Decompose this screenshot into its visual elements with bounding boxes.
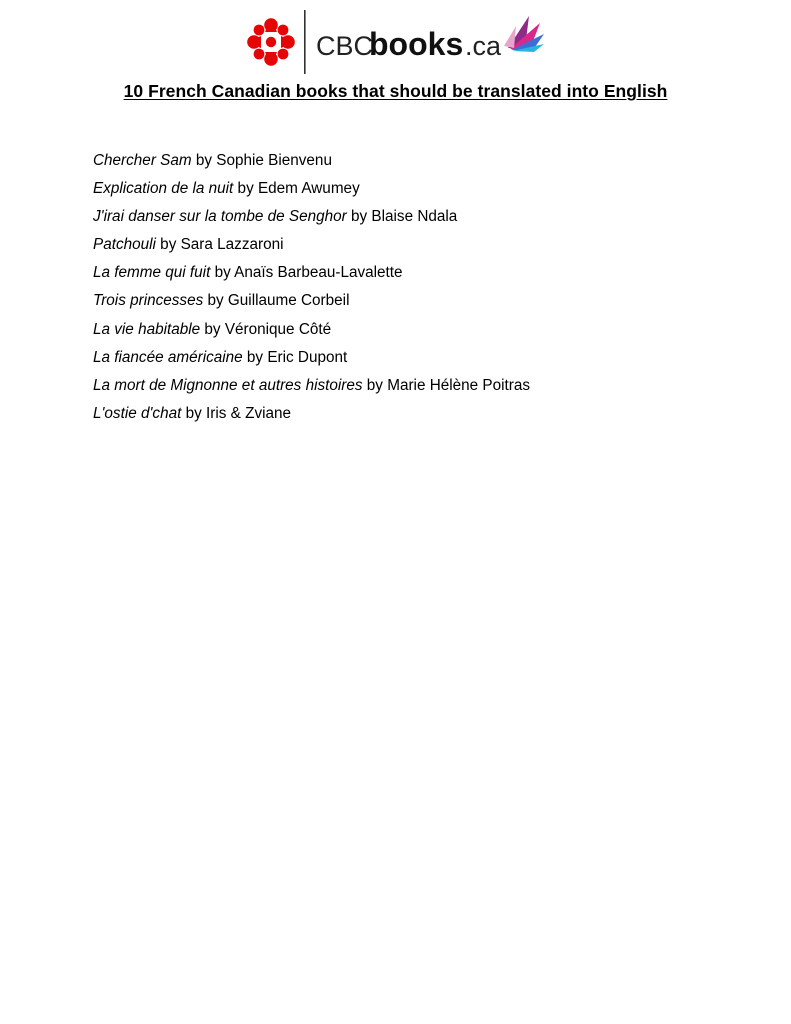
list-item <box>93 347 530 375</box>
list-item <box>93 262 530 290</box>
book-author: Sara Lazzaroni <box>180 236 284 254</box>
by-connector: by <box>346 208 372 226</box>
by-connector: by <box>242 348 268 366</box>
book-author: Sophie Bienvenu <box>216 152 332 169</box>
by-connector: by <box>233 180 258 198</box>
book-author: Marie Hélène Poitras <box>387 376 531 394</box>
book-list <box>93 150 530 431</box>
list-item <box>93 375 530 403</box>
by-connector: by <box>191 152 217 169</box>
book-title: J'irai danser sur la tombe de Senghor <box>93 208 347 226</box>
list-item <box>93 290 530 318</box>
by-connector: by <box>362 376 388 394</box>
book-title: La femme qui fuit <box>93 264 211 282</box>
logo-books-text: books <box>369 26 464 62</box>
book-title: L'ostie d'chat <box>93 404 182 422</box>
list-item <box>93 234 530 262</box>
by-connector: by <box>210 264 235 282</box>
by-connector: by <box>155 236 181 254</box>
by-connector: by <box>200 320 225 338</box>
book-author: Blaise Ndala <box>371 208 458 226</box>
list-item <box>93 206 530 234</box>
book-title: La vie habitable <box>93 320 201 338</box>
book-author: Edem Awumey <box>257 180 360 198</box>
book-author: Véronique Côté <box>224 320 332 338</box>
list-item <box>93 403 530 431</box>
book-fan-icon <box>504 16 544 52</box>
book-title: La fiancée américaine <box>93 348 243 366</box>
cbc-books-logo <box>246 8 546 76</box>
page-title: 10 French Canadian books that should be translated into English <box>123 81 668 101</box>
book-title: La mort de Mignonne et autres histoires <box>93 376 363 394</box>
book-title: Patchouli <box>93 236 156 254</box>
book-author: Iris & Zviane <box>206 404 292 422</box>
book-author: Guillaume Corbeil <box>227 292 350 310</box>
logo-divider <box>304 10 306 74</box>
logo-cbc-text: CBC <box>316 31 374 61</box>
book-author: Eric Dupont <box>267 348 348 366</box>
logo-ca-text: .ca <box>465 31 502 61</box>
cbc-gem-icon <box>247 18 295 66</box>
by-connector: by <box>181 404 206 422</box>
book-author: Anaïs Barbeau-Lavalette <box>234 264 403 282</box>
list-item <box>93 178 530 206</box>
book-title: Explication de la nuit <box>93 180 234 198</box>
list-item <box>93 319 530 347</box>
list-item <box>93 150 530 178</box>
by-connector: by <box>203 292 228 310</box>
book-title: Trois princesses <box>93 292 204 310</box>
book-title: Chercher Sam <box>93 152 192 169</box>
